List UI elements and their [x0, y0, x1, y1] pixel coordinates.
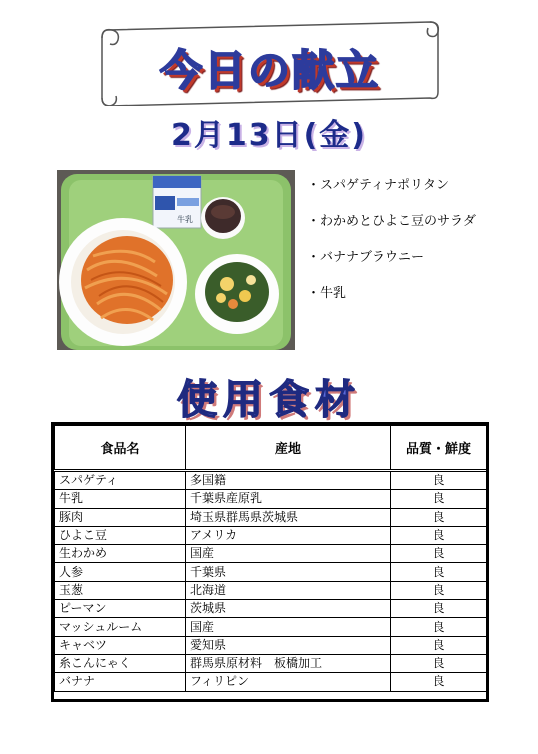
- food-name: 牛乳: [55, 490, 186, 508]
- table-row: [55, 618, 487, 636]
- food-name: 玉葱: [55, 581, 186, 599]
- origin: 茨城県: [186, 600, 391, 618]
- quality: 良: [391, 508, 487, 526]
- quality: 良: [391, 581, 487, 599]
- origin: 北海道: [186, 581, 391, 599]
- origin: 千葉県産原乳: [186, 490, 391, 508]
- table-row: [55, 581, 487, 599]
- menu-item: ・バナナブラウニー: [307, 250, 425, 265]
- meal-photo: [57, 170, 295, 350]
- page-title: 今日の献立: [159, 46, 380, 95]
- food-name: マッシュルーム: [55, 618, 186, 636]
- quality: 良: [391, 545, 487, 563]
- origin: 埼玉県群馬県茨城県: [186, 508, 391, 526]
- food-name: 生わかめ: [55, 545, 186, 563]
- food-name: ひよこ豆: [55, 526, 186, 544]
- quality: 良: [391, 654, 487, 672]
- menu-item: ・牛乳: [307, 286, 347, 301]
- quality: 良: [391, 526, 487, 544]
- origin: 国産: [186, 545, 391, 563]
- quality: 良: [391, 618, 487, 636]
- menu-list: [307, 176, 527, 320]
- salad-bowl-icon: [195, 254, 279, 334]
- table-row: [55, 526, 487, 544]
- table-row: [55, 654, 487, 672]
- quality: 良: [391, 490, 487, 508]
- food-name: バナナ: [55, 673, 186, 691]
- menu-item: ・わかめとひよこ豆のサラダ: [307, 214, 476, 229]
- food-name: ピーマン: [55, 600, 186, 618]
- table-row: [55, 600, 487, 618]
- table-row: [55, 545, 487, 563]
- title-banner: [100, 16, 440, 106]
- menu-date: 2月13日(金): [170, 118, 368, 153]
- menu-item: ・スパゲティナポリタン: [307, 178, 449, 193]
- origin: 千葉県: [186, 563, 391, 581]
- quality: 良: [391, 673, 487, 691]
- header-quality: 品質・鮮度: [391, 426, 487, 471]
- origin: 愛知県: [186, 636, 391, 654]
- origin: 多国籍: [186, 471, 391, 490]
- quality: 良: [391, 636, 487, 654]
- food-name: スパゲティ: [55, 471, 186, 490]
- quality: 良: [391, 563, 487, 581]
- table-row: [55, 673, 487, 691]
- carton-label: 牛乳: [177, 215, 193, 224]
- milk-carton-icon: [153, 176, 201, 228]
- quality: 良: [391, 600, 487, 618]
- table-row: [55, 636, 487, 654]
- table-row: [55, 490, 487, 508]
- origin: アメリカ: [186, 526, 391, 544]
- header-food-name: 食品名: [55, 426, 186, 471]
- ingredients-title: 使用食材: [177, 377, 361, 423]
- food-name: 糸こんにゃく: [55, 654, 186, 672]
- food-name: 豚肉: [55, 508, 186, 526]
- table-row: [55, 563, 487, 581]
- spaghetti-plate-icon: [59, 218, 187, 346]
- food-name: 人参: [55, 563, 186, 581]
- food-name: キャベツ: [55, 636, 186, 654]
- ingredients-table: [51, 422, 489, 702]
- quality: 良: [391, 471, 487, 490]
- origin: フィリピン: [186, 673, 391, 691]
- table-row: [55, 471, 487, 490]
- header-origin: 産地: [186, 426, 391, 471]
- table-header-row: [55, 426, 487, 471]
- origin: 群馬県原材料 板橋加工: [186, 654, 391, 672]
- table-row: [55, 508, 487, 526]
- brownie-icon: [201, 197, 245, 239]
- origin: 国産: [186, 618, 391, 636]
